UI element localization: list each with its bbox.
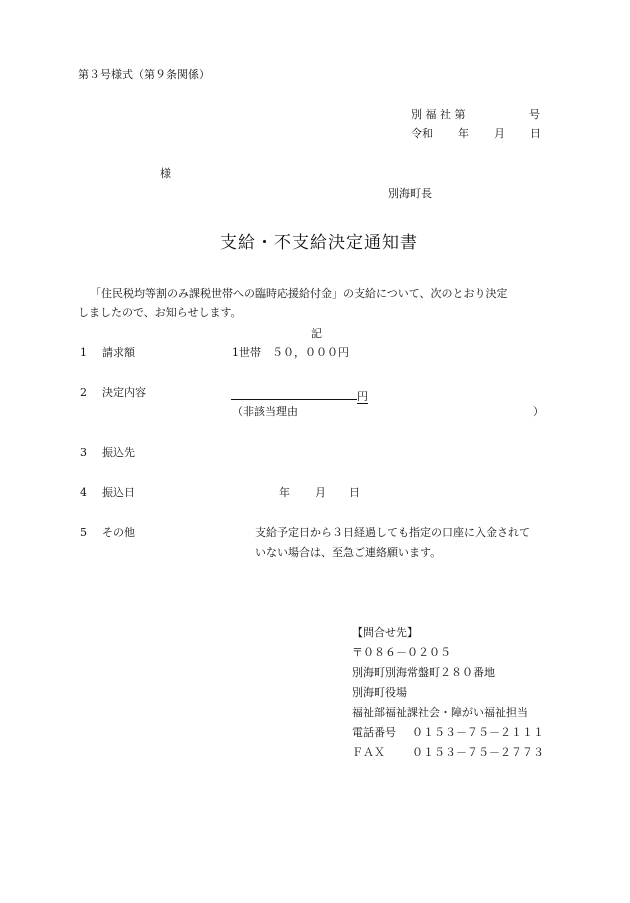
document-title: 支給・不支給決定通知書 — [220, 233, 418, 253]
addressee-suffix: 様 — [160, 167, 171, 180]
ki-marker: 記 — [311, 327, 322, 340]
contact-department: 福祉部福祉課社会・障がい福祉担当 — [352, 706, 528, 719]
item-5-label: その他 — [102, 526, 135, 539]
item-4-label: 振込日 — [102, 486, 135, 499]
item-5-note-line1: 支給予定日から３日経過しても指定の口座に入金されて — [255, 526, 530, 539]
date-era: 令和 — [411, 127, 433, 140]
date-day-label: 日 — [530, 127, 541, 140]
intro-text-line2: しましたので、お知らせします。 — [78, 306, 242, 319]
transfer-day-label: 日 — [349, 486, 360, 499]
item-4-number: 4 — [80, 486, 87, 499]
transfer-month-label: 月 — [315, 486, 326, 499]
item-5-note-line2: いない場合は、至急ご連絡願います。 — [255, 546, 442, 559]
amount-unit: 円 — [357, 390, 368, 403]
contact-postal-code: 〒０８６－０２０５ — [352, 646, 451, 659]
transfer-year-label: 年 — [279, 486, 290, 499]
item-2-amount-field — [231, 386, 368, 404]
item-3-number: 3 — [80, 446, 87, 459]
non-eligibility-reason-close: ） — [533, 405, 544, 418]
issuer-name: 別海町長 — [388, 187, 432, 200]
amount-blank-line — [231, 386, 357, 400]
date-month-label: 月 — [494, 127, 505, 140]
item-1-label: 請求額 — [102, 346, 135, 359]
contact-phone-number: ０１５３－７５－２１１１ — [412, 726, 544, 739]
non-eligibility-reason-open: （非該当理由 — [232, 405, 298, 418]
document-number-suffix: 号 — [529, 108, 540, 121]
item-3-label: 振込先 — [102, 446, 135, 459]
item-1-value: 1世帯 ５０，０００円 — [232, 346, 349, 359]
contact-phone-label: 電話番号 — [352, 726, 396, 739]
contact-office: 別海町役場 — [352, 686, 407, 699]
contact-fax-number: ０１５３－７５－２７７３ — [412, 746, 544, 759]
form-number: 第３号様式（第９条関係） — [78, 68, 210, 81]
contact-address: 別海町別海常盤町２８０番地 — [352, 666, 495, 679]
intro-text-line1: 「住民税均等割のみ課税世帯への臨時応援給付金」の支給について、次のとおり決定 — [90, 287, 508, 300]
item-2-number: 2 — [80, 386, 87, 399]
contact-fax-label: ＦＡＸ — [352, 746, 385, 759]
item-5-number: 5 — [80, 526, 87, 539]
item-1-number: 1 — [80, 346, 87, 359]
item-2-label: 決定内容 — [102, 386, 146, 399]
document-number-prefix: 別 福 社 第 — [411, 108, 466, 121]
contact-heading: 【問合せ先】 — [352, 626, 418, 639]
date-year-label: 年 — [458, 127, 469, 140]
